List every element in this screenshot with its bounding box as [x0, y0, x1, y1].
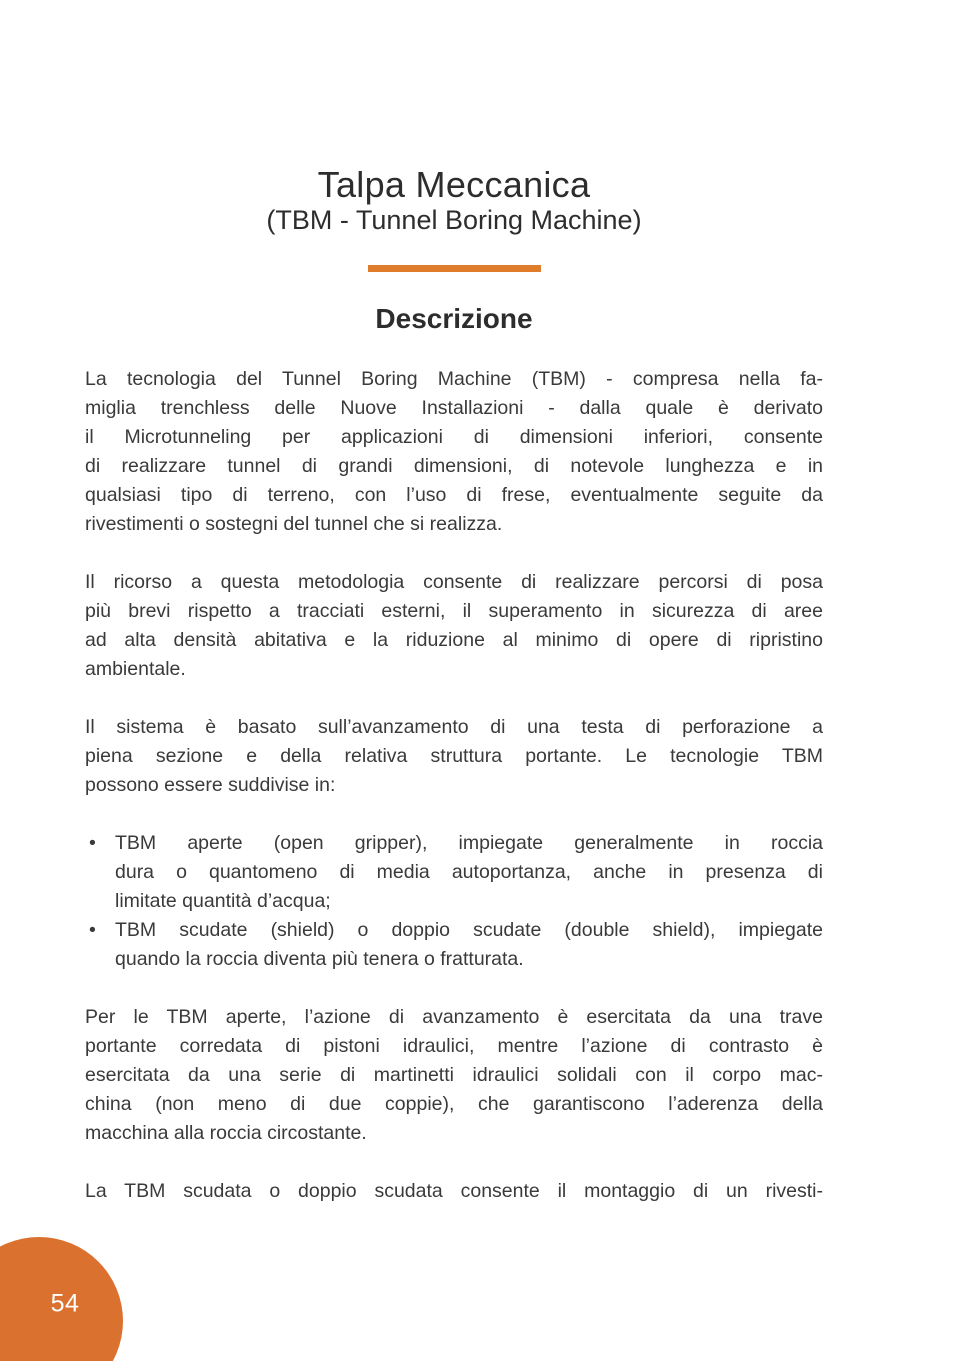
bullet-text — [115, 916, 823, 974]
paragraph — [85, 365, 823, 539]
text-line: dura o quantomeno di media autoportanza, anche in presenza di — [115, 861, 823, 883]
bullet-icon: • — [89, 832, 96, 854]
text-line: il Microtunneling per applicazioni di dimensioni inferiori, consente — [85, 426, 823, 448]
text-line: quando la roccia diventa più tenera o fratturata. — [115, 948, 524, 970]
page-number-badge — [0, 1237, 123, 1361]
page-number: 54 — [50, 1289, 80, 1318]
text-line: portante corredata di pistoni idraulici, mentre l’azione di contrasto è — [85, 1035, 823, 1057]
text-line: Per le TBM aperte, l’azione di avanzamento è esercitata da una trave — [85, 1006, 823, 1028]
paragraph — [85, 1003, 823, 1148]
bullet-list — [85, 829, 823, 974]
bullet-item — [85, 916, 823, 974]
text-line: Il ricorso a questa metodologia consente di realizzare percorsi di posa — [85, 571, 823, 593]
text-line: limitate quantità d’acqua; — [115, 890, 331, 912]
text-line: TBM scudate (shield) o doppio scudate (double shield), impiegate — [115, 919, 823, 941]
text-line: La TBM scudata o doppio scudata consente il montaggio di un rivesti- — [85, 1180, 823, 1202]
bullet-icon: • — [89, 919, 96, 941]
title-divider — [368, 265, 541, 272]
section-heading: Descrizione — [375, 303, 533, 334]
text-line: piena sezione e della relativa struttura portante. Le tecnologie TBM — [85, 745, 823, 767]
text-line: possono essere suddivise in: — [85, 774, 336, 796]
body-text — [85, 365, 823, 1235]
text-line: più brevi rispetto a tracciati esterni, il superamento in sicurezza di aree — [85, 600, 823, 622]
title-divider-row — [85, 265, 823, 272]
text-line: ambientale. — [85, 658, 186, 680]
text-line: Il sistema è basato sull’avanzamento di una testa di perforazione a — [85, 716, 823, 738]
text-line: macchina alla roccia circostante. — [85, 1122, 367, 1144]
text-line: china (non meno di due coppie), che garantiscono l’aderenza della — [85, 1093, 823, 1115]
text-line: TBM aperte (open gripper), impiegate generalmente in roccia — [115, 832, 823, 854]
text-line: La tecnologia del Tunnel Boring Machine (TBM) - compresa nella fa- — [85, 368, 823, 390]
paragraph — [85, 568, 823, 684]
text-line: rivestimenti o sostegni del tunnel che si realizza. — [85, 513, 503, 535]
text-line: qualsiasi tipo di terreno, con l’uso di frese, eventualmente seguite da — [85, 484, 823, 506]
paragraph — [85, 1177, 823, 1206]
page-subtitle: (TBM - Tunnel Boring Machine) — [266, 205, 642, 235]
page-title: Talpa Meccanica — [317, 164, 591, 205]
bullet-text — [115, 829, 823, 916]
bullet-item — [85, 829, 823, 916]
text-line: miglia trenchless delle Nuove Installazioni - dalla quale è derivato — [85, 397, 823, 419]
text-line: esercitata da una serie di martinetti idraulici solidali con il corpo mac- — [85, 1064, 823, 1086]
paragraph — [85, 713, 823, 800]
text-line: di realizzare tunnel di grandi dimensioni, di notevole lunghezza e in — [85, 455, 823, 477]
text-line: ad alta densità abitativa e la riduzione al minimo di opere di ripristino — [85, 629, 823, 651]
